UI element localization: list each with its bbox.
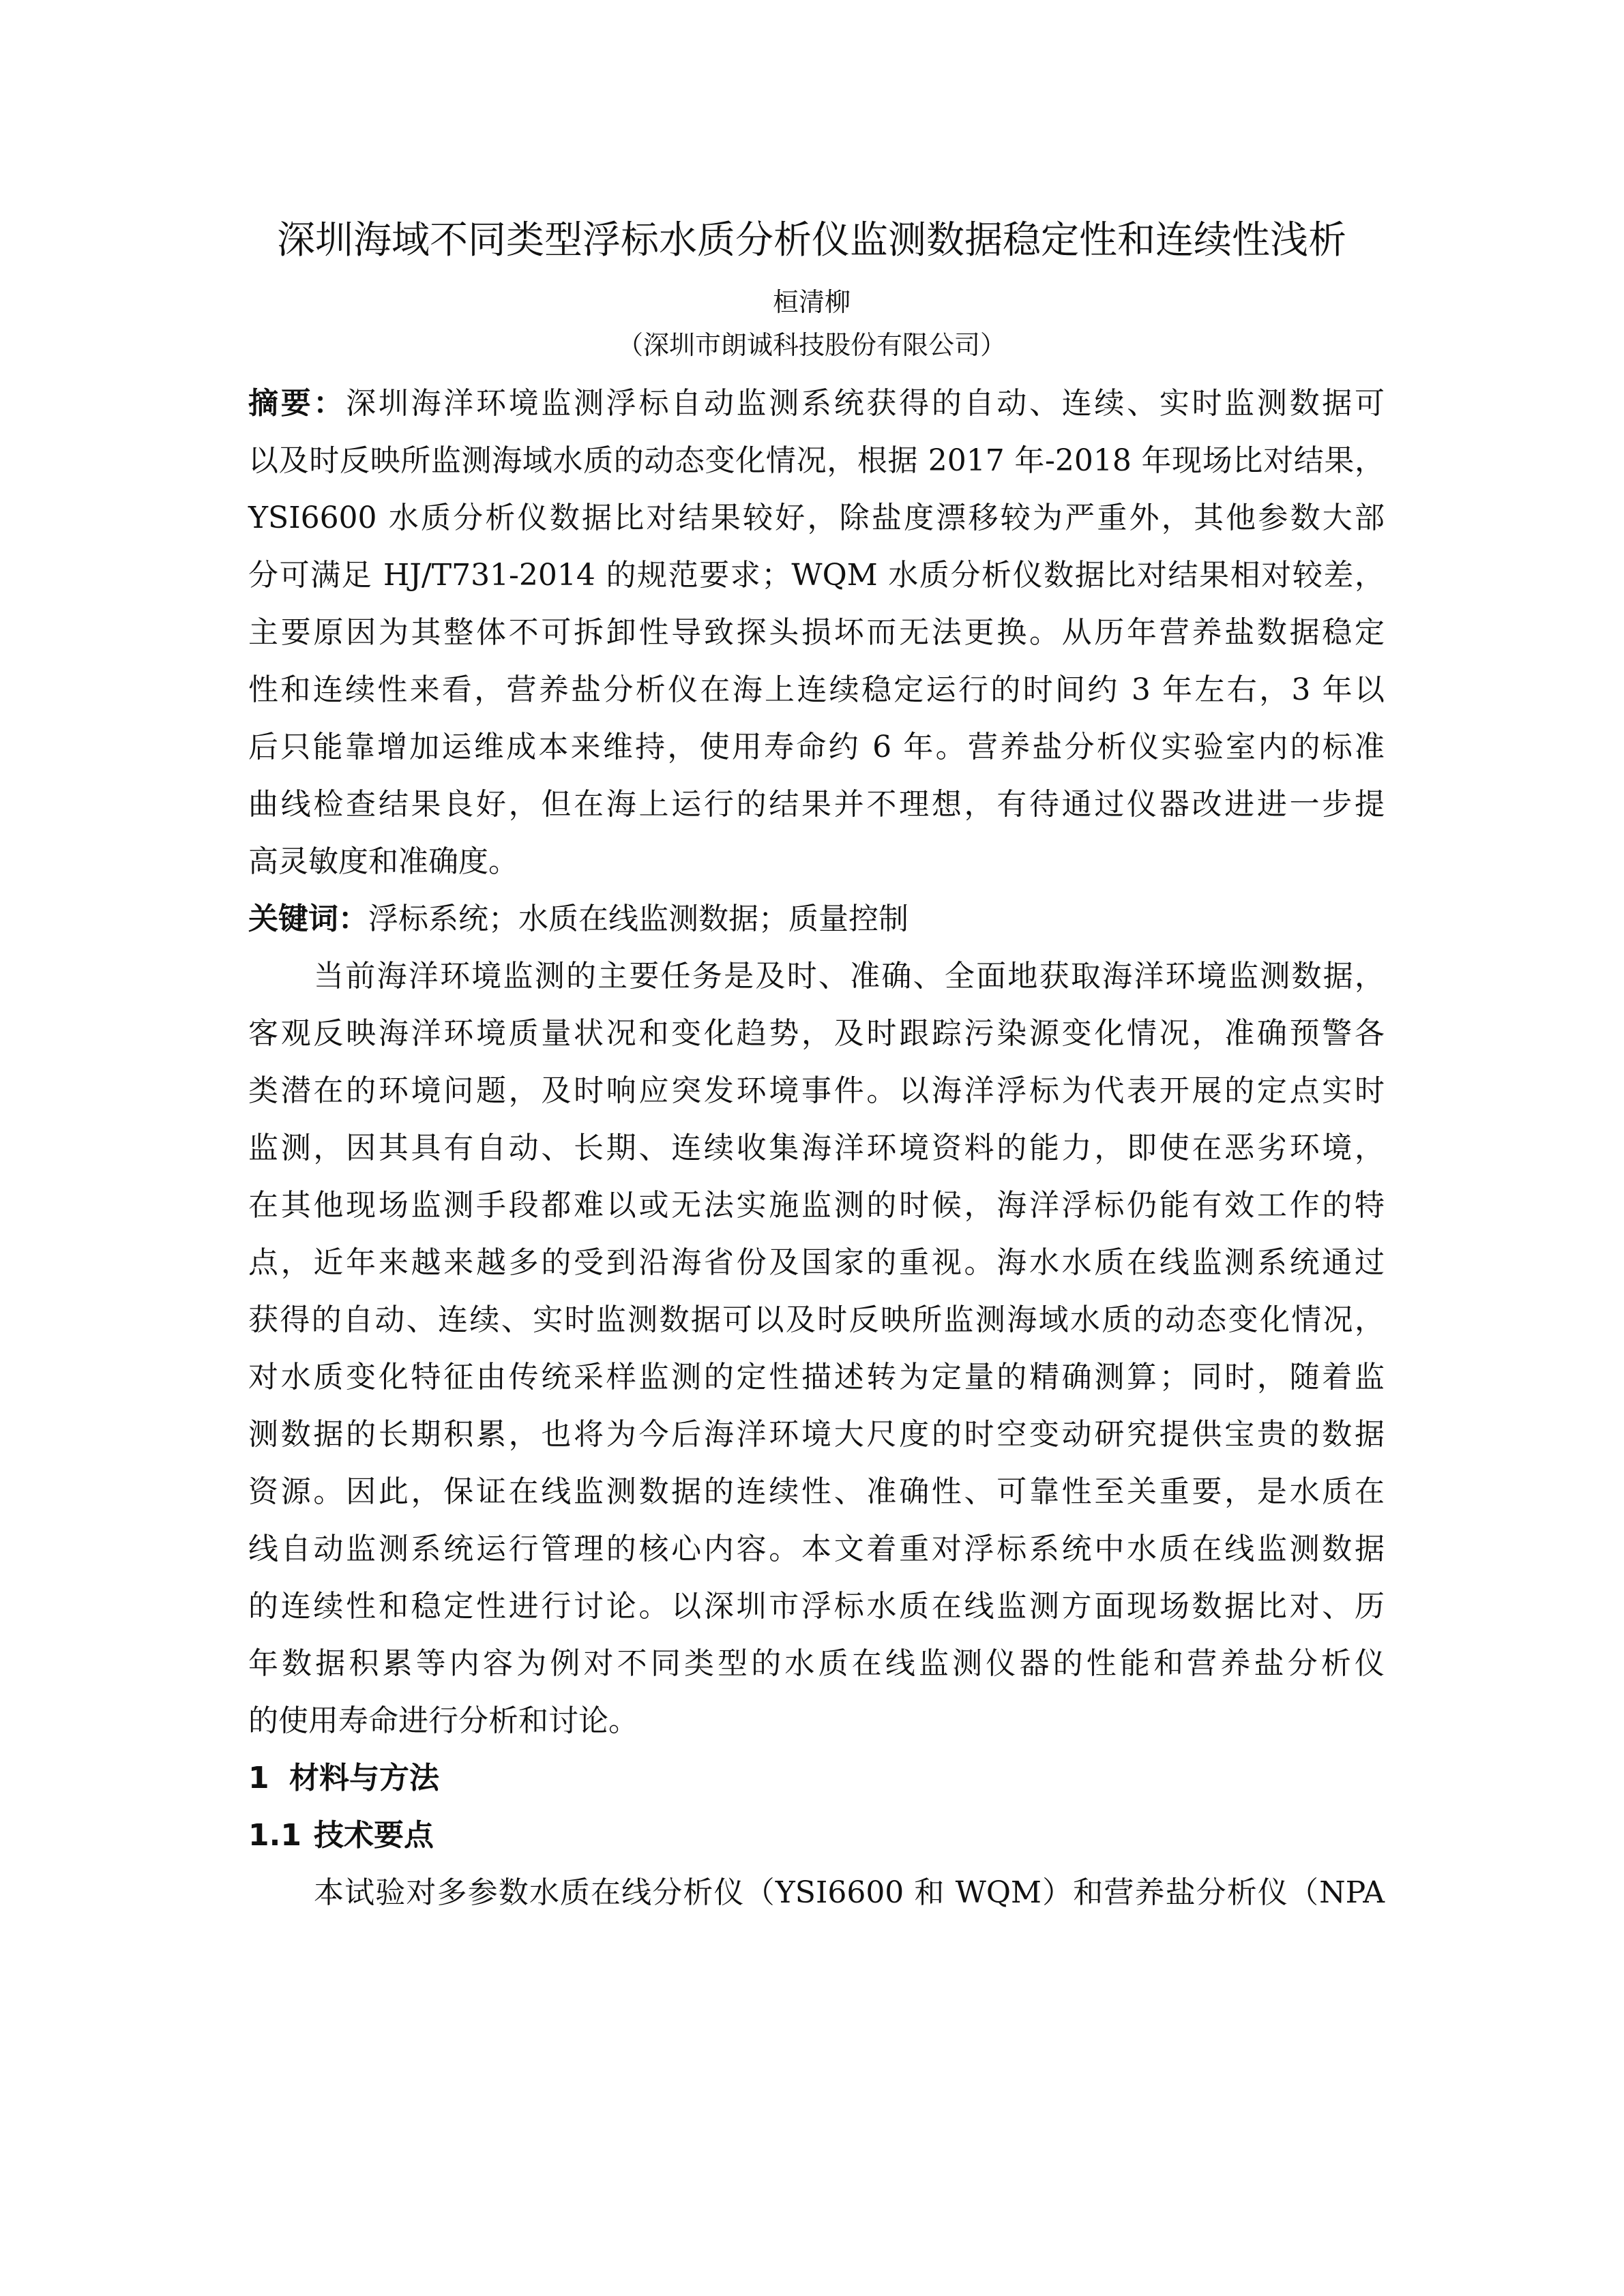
abstract-line: 性和连续性来看，营养盐分析仪在海上连续稳定运行的时间约 3 年左右，3 年以 [248, 672, 1385, 707]
body-line: 本试验对多参数水质在线分析仪（YSI6600 和 WQM）和营养盐分析仪（NPA [314, 1875, 1385, 1910]
section-number: 1.1 [248, 1818, 301, 1853]
author-name: 桓清柳 [772, 287, 851, 317]
section-heading-1 [248, 1755, 1067, 1802]
intro-line: 客观反映海洋环境质量状况和变化趋势，及时跟踪污染源变化情况，准确预警各 [248, 1016, 1385, 1051]
keywords-line [248, 895, 1385, 943]
abstract-line: 分可满足 HJ/T731-2014 的规范要求；WQM 水质分析仪数据比对结果相对较差， [248, 558, 1385, 593]
section-number: 1 [248, 1761, 269, 1795]
abstract-text: 深圳海洋环境监测浮标自动监测系统获得的自动、连续、实时监测数据可 [346, 386, 1385, 421]
paper-title: 深圳海域不同类型浮标水质分析仪监测数据稳定性和连续性浅析 [277, 218, 1346, 263]
abstract-line: 高灵敏度和准确度。 [248, 844, 518, 879]
intro-line: 资源。因此，保证在线监测数据的连续性、准确性、可靠性至关重要，是水质在 [248, 1474, 1385, 1509]
intro-line: 监测，因其具有自动、长期、连续收集海洋环境资料的能力，即使在恶劣环境， [248, 1131, 1385, 1165]
intro-line: 当前海洋环境监测的主要任务是及时、准确、全面地获取海洋环境监测数据， [314, 959, 1385, 994]
intro-line: 获得的自动、连续、实时监测数据可以及时反映所监测海域水质的动态变化情况， [248, 1302, 1385, 1337]
intro-line: 点，近年来越来越多的受到沿海省份及国家的重视。海水水质在线监测系统通过 [248, 1245, 1385, 1280]
keywords-label: 关键词： [248, 901, 368, 936]
intro-line: 线自动监测系统运行管理的核心内容。本文着重对浮标系统中水质在线监测数据 [248, 1532, 1385, 1566]
intro-line: 的使用寿命进行分析和讨论。 [248, 1703, 638, 1738]
abstract-line: 曲线检查结果良好，但在海上运行的结果并不理想，有待通过仪器改进进一步提 [248, 787, 1385, 822]
abstract-line: 后只能靠增加运维成本来维持，使用寿命约 6 年。营养盐分析仪实验室内的标准 [248, 730, 1385, 764]
abstract-label: 摘要： [248, 386, 346, 421]
abstract-line: 以及时反映所监测海域水质的动态变化情况，根据 2017 年-2018 年现场比对结果， [248, 443, 1385, 478]
keywords-text: 浮标系统；水质在线监测数据；质量控制 [368, 901, 909, 936]
author-affiliation: （深圳市朗诚科技股份有限公司） [617, 330, 1006, 360]
intro-line: 对水质变化特征由传统采样监测的定性描述转为定量的精确测算；同时，随着监 [248, 1360, 1385, 1395]
intro-line: 年数据积累等内容为例对不同类型的水质在线监测仪器的性能和营养盐分析仪 [248, 1646, 1385, 1681]
abstract-line: YSI6600 水质分析仪数据比对结果较好，除盐度漂移较为严重外，其他参数大部 [248, 501, 1385, 535]
section-title: 材料与方法 [289, 1761, 439, 1795]
abstract-line: 主要原因为其整体不可拆卸性导致探头损坏而无法更换。从历年营养盐数据稳定 [248, 615, 1385, 650]
abstract-line [248, 380, 1385, 428]
intro-line: 类潜在的环境问题，及时响应突发环境事件。以海洋浮标为代表开展的定点实时 [248, 1073, 1385, 1108]
intro-line: 的连续性和稳定性进行讨论。以深圳市浮标水质在线监测方面现场数据比对、历 [248, 1589, 1385, 1624]
intro-line: 测数据的长期积累，也将为今后海洋环境大尺度的时空变动研究提供宝贵的数据 [248, 1417, 1385, 1452]
section-title: 技术要点 [314, 1818, 434, 1853]
section-heading-1-1 [248, 1812, 1067, 1860]
intro-line: 在其他现场监测手段都难以或无法实施监测的时候，海洋浮标仍能有效工作的特 [248, 1188, 1385, 1223]
